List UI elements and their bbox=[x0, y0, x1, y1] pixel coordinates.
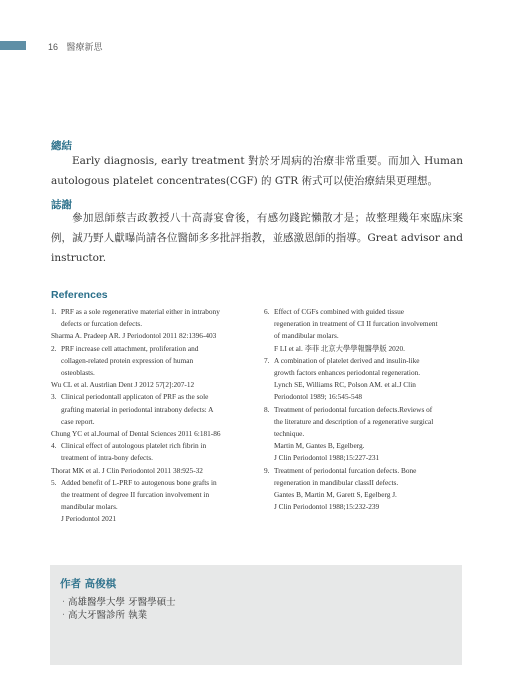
reference-line: J Clin Periodontol 1988;15:227-231 bbox=[274, 453, 380, 463]
reference-line: the literature and description of a regenerative surgical bbox=[274, 416, 434, 426]
thanks-paragraph: 參加恩師蔡吉政教授八十高壽宴會後，有感勿踐跎懶散才是；故整理幾年來臨床案例，誠乃野人獻曝尚請各位醫師多多批評指教，並感激恩師的指導。Great advisor and instructor. bbox=[51, 212, 463, 264]
reference-citation: Thorat MK et al. J Clin Periodontol 2011 38:925-32 bbox=[51, 465, 203, 475]
reference-line: Gantes B, Martin M, Garett S, Egelberg J. bbox=[274, 490, 397, 500]
reference-line: the treatment of degree II furcation involvement in bbox=[61, 490, 210, 500]
reference-line: PRF as a sole regenerative material either in intrabony bbox=[61, 307, 220, 316]
summary-paragraph: Early diagnosis, early treatment 對於牙周病的治療非常重要。而加入 Human autologous platelet concentrates(CGF) 的 GTR 術式可以使治療結果更理想。 bbox=[51, 155, 463, 187]
reference-line: treatment of intra-bony defects. bbox=[61, 453, 153, 463]
reference-number: 3. bbox=[51, 392, 57, 402]
reference-number: 1. bbox=[51, 307, 57, 316]
reference-line: Treatment of periodontal furcation defects. Bone bbox=[274, 465, 417, 475]
reference-line: collagen-related protein expression of human bbox=[61, 355, 194, 365]
reference-line: regeneration in mandibular classII defects. bbox=[274, 477, 399, 487]
reference-text bbox=[274, 404, 464, 465]
reference-text bbox=[274, 355, 464, 404]
reference-item bbox=[51, 343, 251, 380]
reference-line: Periodontol 1989; 16:545-548 bbox=[274, 392, 362, 402]
reference-line: Added benefit of L-PRF to autogenous bone grafts in bbox=[61, 477, 217, 487]
reference-text bbox=[61, 477, 251, 526]
reference-text bbox=[274, 465, 464, 514]
reference-line: of mandibular molars. bbox=[274, 331, 339, 341]
reference-line: Clinical effect of autologous platelet rich fibrin in bbox=[61, 441, 207, 451]
reference-citation: Wu CL et al. Austrlian Dent J 2012 57[2]:207-12 bbox=[51, 380, 195, 390]
thanks-heading: 誌謝 bbox=[51, 199, 72, 211]
reference-number: 4. bbox=[51, 441, 57, 451]
author-title: 作者 高俊棋 bbox=[60, 578, 117, 590]
reference-text bbox=[61, 306, 251, 330]
reference-item bbox=[51, 391, 251, 428]
reference-line: Clinical periodontall applicaton of PRF as the sole bbox=[61, 392, 209, 402]
reference-line: F LI et al. 李菲 北京大學學報醫學版 2020. bbox=[274, 343, 405, 353]
reference-number: 6. bbox=[264, 307, 270, 316]
reference-citation: Sharma A. Pradeep AR. J Periodontol 2011 82:1396-403 bbox=[51, 331, 217, 341]
reference-number: 7. bbox=[264, 355, 270, 365]
reference-number: 9. bbox=[264, 465, 270, 475]
references-left-column bbox=[51, 306, 251, 526]
reference-line: J Periodontol 2021 bbox=[61, 514, 117, 524]
reference-item bbox=[51, 440, 251, 464]
reference-citation: Chung YC et al.Journal of Dental Sciences 2011 6:181-86 bbox=[51, 429, 221, 439]
author-item: · 高大牙醫診所 執業 bbox=[62, 609, 176, 622]
reference-line: Martin M, Gantes B, Egelberg. bbox=[274, 441, 365, 451]
page-number: 16 bbox=[48, 42, 59, 52]
reference-line: Effect of CGFs combined with guided tissue bbox=[274, 307, 404, 316]
reference-line: PRF increase cell attachment, proliferation and bbox=[61, 343, 199, 353]
reference-text bbox=[61, 343, 251, 380]
summary-heading: 總結 bbox=[51, 140, 72, 152]
reference-number: 8. bbox=[264, 404, 270, 414]
reference-line: case report. bbox=[61, 416, 95, 426]
reference-line: growth factors enhances periodontal regeneration. bbox=[274, 368, 421, 378]
reference-line: Treatment of periodontal furcation defects.Reviews of bbox=[274, 404, 433, 414]
author-item: · 高雄醫學大學 牙醫學碩士 bbox=[62, 596, 176, 609]
reference-number: 5. bbox=[51, 477, 57, 487]
reference-line: J Clin Periodontol 1988;15:232-239 bbox=[274, 502, 380, 512]
references-title: References bbox=[51, 289, 108, 301]
reference-line: defects or furcation defects. bbox=[61, 319, 143, 329]
reference-line: Lynch SE, Williams RC, Polson AM. et al.J Clin bbox=[274, 380, 416, 390]
page-header bbox=[48, 40, 103, 53]
reference-item bbox=[264, 404, 464, 465]
reference-line: mandibular molars. bbox=[61, 502, 118, 512]
reference-item bbox=[264, 306, 464, 355]
header-color-bar bbox=[0, 41, 26, 50]
reference-text bbox=[61, 391, 251, 428]
reference-line: osteoblasts. bbox=[61, 368, 95, 378]
references-right-column bbox=[264, 306, 464, 513]
reference-line: grafting material in periodontal intrabony defects: A bbox=[61, 404, 214, 414]
reference-item bbox=[51, 477, 251, 526]
reference-text bbox=[61, 440, 251, 464]
author-box bbox=[50, 565, 462, 665]
reference-item bbox=[51, 306, 251, 330]
reference-item bbox=[264, 355, 464, 404]
reference-line: regeneration in treatment of CI II furcation involvement bbox=[274, 319, 438, 329]
reference-line: A combination of platelet derived and insulin-like bbox=[274, 355, 420, 365]
reference-text bbox=[274, 306, 464, 355]
author-list bbox=[62, 596, 176, 622]
section-name: 醫療新思 bbox=[66, 42, 103, 52]
reference-number: 2. bbox=[51, 343, 57, 353]
reference-item bbox=[264, 465, 464, 514]
reference-line: technique. bbox=[274, 429, 305, 439]
